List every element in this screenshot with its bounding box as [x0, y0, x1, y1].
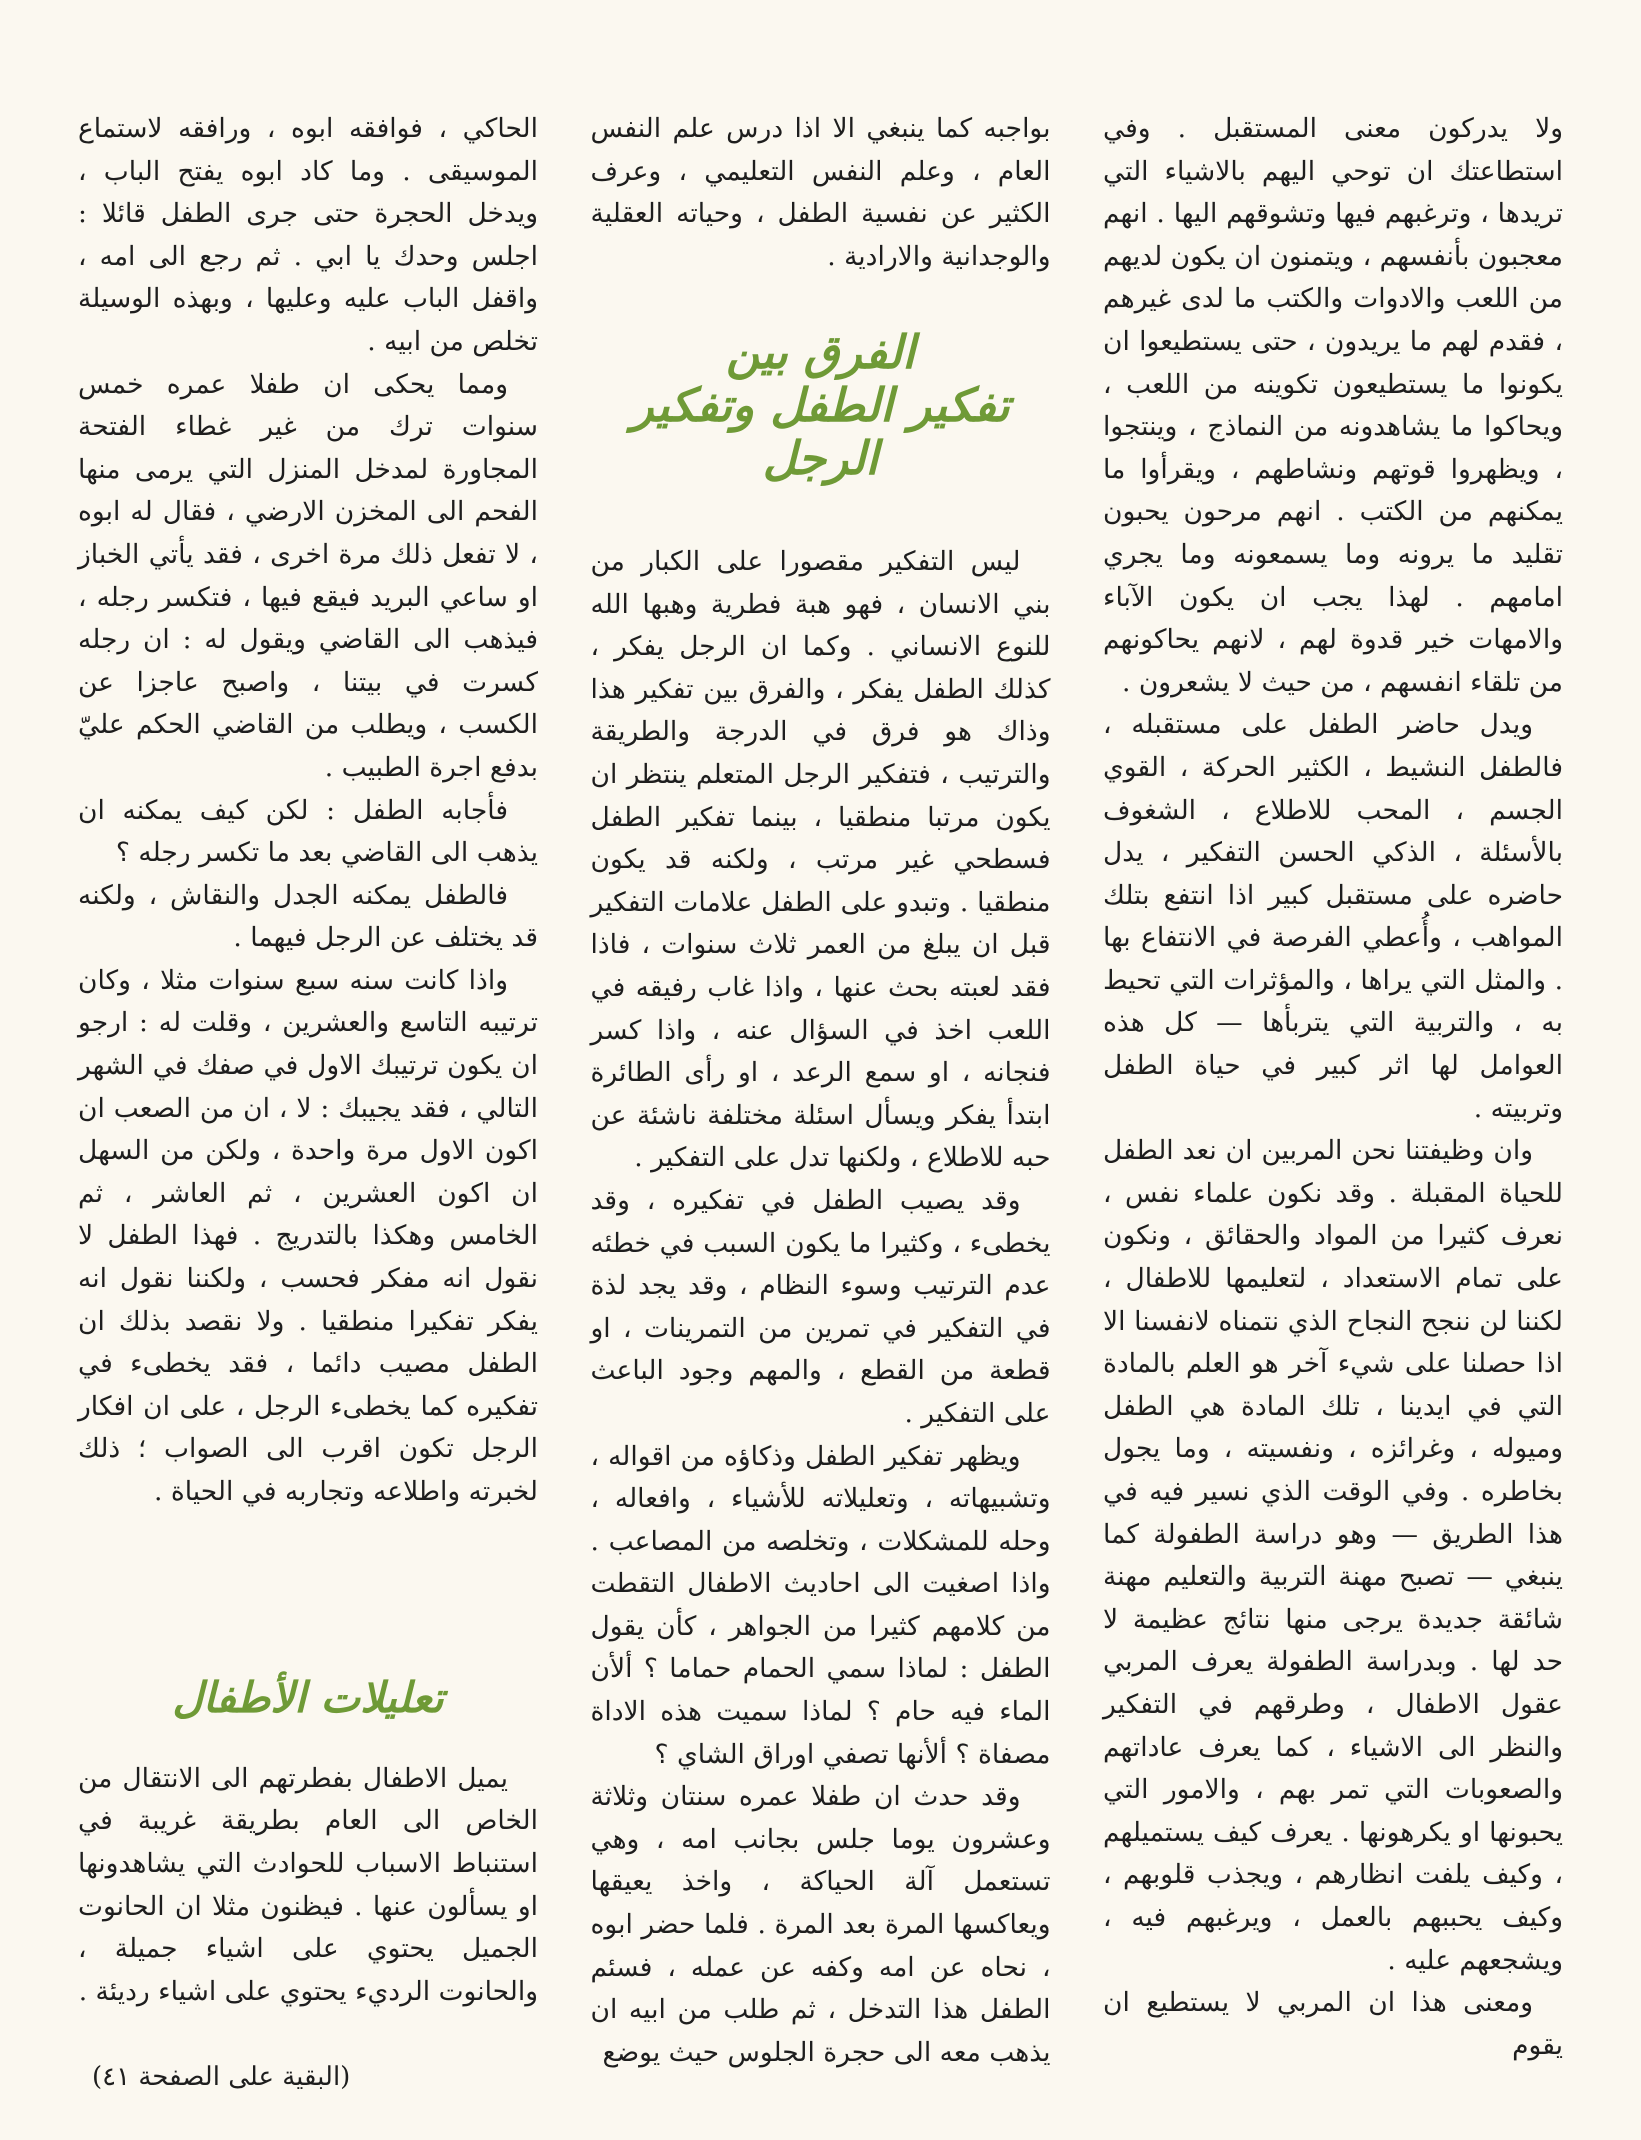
paragraph: الحاكي ، فوافقه ابوه ، ورافقه لاستماع الموسيقى . وما كاد ابوه يفتح الباب ، ويدخل الحجرة حتى جرى الطفل قائلا : اجلس وحدك يا ابي . ثم رجع الى امه ، واقفل الباب عليه وعليها ، وبهذه الوسيلة تخلص من ابيه . — [78, 113, 538, 357]
paragraph: فالطفل يمكنه الجدل والنقاش ، ولكنه قد يختلف عن الرجل فيهما . — [78, 879, 538, 954]
paragraph: فأجابه الطفل : لكن كيف يمكنه ان يذهب الى القاضي بعد ما تكسر رجله ؟ — [78, 794, 538, 869]
paragraph: ويدل حاضر الطفل على مستقبله ، فالطفل النشيط ، الكثير الحركة ، القوي الجسم ، المحب للاطلاع ، الشغوف بالأسئلة ، الذكي الحسن التفكير ، يدل حاضره على مستقبل كبير اذا انتفع بتلك المواهب ، وأُعطي الفرصة في الانتفاع بها . والمثل التي يراها ، والمؤثرات التي تحيط به ، والتربية التي يتربأها — كل هذه العوامل لها اثر كبير في حياة الطفل وتربيته . — [1103, 709, 1563, 1124]
text-columns — [78, 108, 1563, 2068]
continuation-note: (البقية على الصفحة ٤١) — [92, 2062, 351, 2092]
heading-line-2: تفكير الطفل وتفكير الرجل — [631, 378, 1010, 486]
paragraph: وقد حدث ان طفلا عمره سنتان وثلاثة وعشرون يوما جلس بجانب امه ، وهي تستعمل آلة الحياكة ، واخذ يعيقها ويعاكسها المرة بعد المرة . فلما حضر ابوه ، نحاه عن امه وكفه عن عمله ، فسئم الطفل هذا التدخل ، ثم طلب من ابيه ان يذهب معه الى حجرة الجلوس حيث يوضع — [590, 1781, 1051, 2068]
column-right — [1103, 108, 1563, 2061]
paragraph: وقد يصيب الطفل في تفكيره ، وقد يخطىء ، وكثيرا ما يكون السبب في خطئه عدم الترتيب وسوء النظام ، وقد يجد لذة في التفكير في تمرين من التمرينات ، او قطعة من القطع ، والمهم وجود الباعث على التفكير . — [590, 1184, 1051, 1429]
paragraph: بواجبه كما ينبغي الا اذا درس علم النفس العام ، وعلم النفس التعليمي ، وعرف الكثير عن نفسية الطفل ، وحياته العقلية والوجدانية والارادية . — [590, 113, 1051, 272]
heading-line-1: الفرق بين — [726, 325, 915, 380]
paragraph: ولا يدركون معنى المستقبل . وفي استطاعتك ان توحي اليهم بالاشياء التي تريدها ، وترغبهم فيها وتشوقهم اليها . انهم معجبون بأنفسهم ، ويتمنون ان يكون لديهم من اللعب والادوات والكتب ما لدى غيرهم ، فقدم لهم ما يريدون ، حتى يستطيعوا ان يكونوا ما يستطيعون تكوينه من اللعب ، ويحاكوا ما يشاهدونه من النماذج ، وينتجوا ، ويظهروا قوتهم ونشاطهم ، ويقرأوا ما يمكنهم من الكتب . انهم مرحون يحبون تقليد ما يرونه وما يسمعونه وما يجري امامهم . لهذا يجب ان يكون الآباء والامهات خير قدوة لهم ، لانهم يحاكونهم من تلقاء انفسهم ، من حيث لا يشعرون . — [1103, 113, 1563, 698]
paragraph: ويظهر تفكير الطفل وذكاؤه من اقواله ، وتشبيهاته ، وتعليلاته للأشياء ، وافعاله ، وحله للمشكلات ، وتخلصه من المصاعب . واذا اصغيت الى احاديث الاطفال التقطت من كلامهم كثيرا من الجواهر ، كأن يقول الطفل : لماذا سمي الحمام حماما ؟ ألأن الماء فيه حام ؟ لماذا سميت هذه الاداة مصفاة ؟ ألأنها تصفي اوراق الشاي ؟ — [590, 1440, 1051, 1770]
section-heading-difference — [591, 326, 1051, 485]
column-left — [78, 108, 538, 2007]
column-middle — [590, 108, 1051, 2068]
paragraph: يميل الاطفال بفطرتهم الى الانتقال من الخاص الى العام بطريقة غريبة في استنباط الاسباب للحوادث التي يشاهدونها او يسألون عنها . فيظنون مثلا ان الحانوت الجميل يحتوي على اشياء جميلة ، والحانوت الرديء يحتوي على اشياء رديئة . — [78, 1762, 538, 2007]
section-heading-explanations: تعليلات الأطفال — [172, 1672, 444, 1722]
paragraph: ليس التفكير مقصورا على الكبار من بني الانسان ، فهو هبة فطرية وهبها الله للنوع الانساني . وكما ان الرجل يفكر ، كذلك الطفل يفكر ، والفرق بين تفكير هذا وذاك هو فرق في الدرجة والطريقة والترتيب ، فتفكير الرجل المتعلم ينتظر ان يكون مرتبا منطقيا ، بينما تفكير الطفل فسطحي غير مرتب ، ولكنه قد يكون منطقيا . وتبدو على الطفل علامات التفكير قبل ان يبلغ من العمر ثلاث سنوات ، فاذا فقد لعبته بحث عنها ، واذا غاب رفيقه في اللعب اخذ في السؤال عنه ، واذا كسر فنجانه ، او سمع الرعد ، او رأى الطائرة ابتدأ يفكر ويسأل اسئلة مختلفة ناشئة عن حبه للاطلاع ، ولكنها تدل على التفكير . — [590, 546, 1051, 1174]
paragraph: واذا كانت سنه سبع سنوات مثلا ، وكان ترتيبه التاسع والعشرين ، وقلت له : ارجو ان يكون ترتيبك الاول في صفك في الشهر التالي ، فقد يجيبك : لا ، ان من الصعب ان اكون الاول مرة واحدة ، ولكن من السهل ان اكون العشرين ، ثم العاشر ، ثم الخامس وهكذا بالتدريج . فهذا الطفل لا نقول انه مفكر فحسب ، ولكننا نقول انه يفكر تفكيرا منطقيا . ولا نقصد بذلك ان الطفل مصيب دائما ، فقد يخطىء في تفكيره كما يخطىء الرجل ، على ان افكار الرجل تكون اقرب الى الصواب ؛ ذلك لخبرته واطلاعه وتجاربه في الحياة . — [78, 964, 538, 1507]
paragraph: ومما يحكى ان طفلا عمره خمس سنوات ترك من غير غطاء الفتحة المجاورة لمدخل المنزل التي يرمى منها الفحم الى المخزن الارضي ، فقال له ابوه ، لا تفعل ذلك مرة اخرى ، فقد يأتي الخباز او ساعي البريد فيقع فيها ، فتكسر رجله ، فيذهب الى القاضي ويقول له : ان رجله كسرت في بيتنا ، واصبح عاجزا عن الكسب ، ويطلب من القاضي الحكم عليّ بدفع اجرة الطبيب . — [78, 368, 538, 783]
paragraph: ومعنى هذا ان المربي لا يستطيع ان يقوم — [1103, 1987, 1563, 2061]
paragraph: وان وظيفتنا نحن المربين ان نعد الطفل للحياة المقبلة . وقد نكون علماء نفس ، نعرف كثيرا من المواد والحقائق ، ونكون على تمام الاستعداد ، لتعليمها للاطفال ، لكننا لن ننجح النجاح الذي نتمناه لانفسنا الا اذا حصلنا على شيء آخر هو العلم بالمادة التي في ايدينا ، تلك المادة هي الطفل وميوله ، وغرائزه ، ونفسيته ، وما يجول بخاطره . وفي الوقت الذي نسير فيه في هذا الطريق — وهو دراسة الطفولة كما ينبغي — تصبح مهنة التربية والتعليم مهنة شائقة جديدة يرجى منها نتائج عظيمة لا حد لها . وبدراسة الطفولة يعرف المربي عقول الاطفال ، وطرقهم في التفكير والنظر الى الاشياء ، كما يعرف عاداتهم والصعوبات التي تمر بهم ، والامور التي يحبونها او يكرهونها . يعرف كيف يستميلهم ، وكيف يلفت انظارهم ، ويجذب قلوبهم ، وكيف يحببهم بالعمل ، ويرغبهم فيه ، ويشجعهم عليه . — [1103, 1135, 1563, 1976]
